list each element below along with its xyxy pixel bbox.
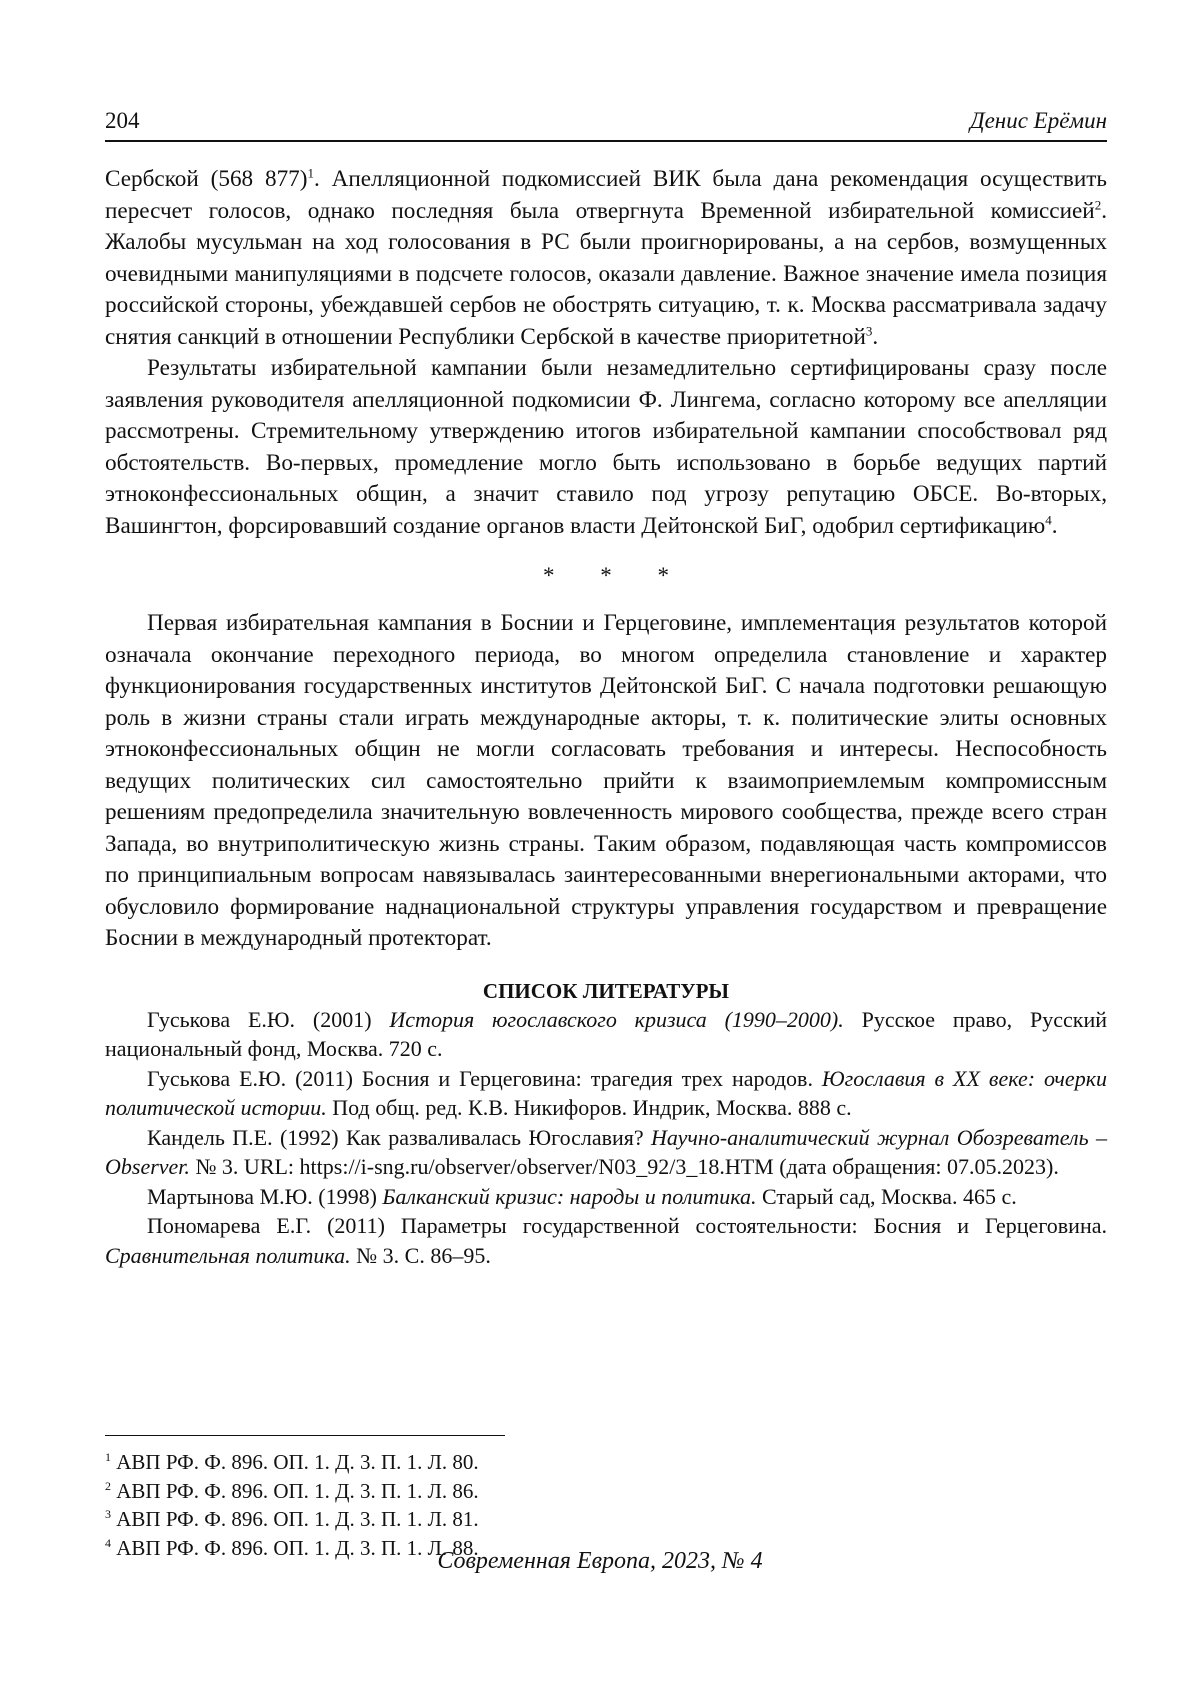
references-title: СПИСОК ЛИТЕРАТУРЫ [482,978,730,1003]
paragraph-2 [105,353,1107,542]
reference-text: Под общ. ред. К.В. Никифоров. Индрик, Москва. 888 с. [326,1095,852,1120]
article-body [105,164,1107,1270]
p1-text-d: . [872,323,879,350]
footnote-number: 1 [105,1450,111,1464]
footnote-text: АВП РФ. Ф. 896. ОП. 1. Д. 3. П. 1. Л. 80. [111,1450,479,1474]
p1-text-c: . Жалобы мусульман на ход голосования в РС были проигнорированы, а на сербов, возмущенных очевидными манипуляциями в подсчете голосов, оказали давление. Важное значение имела позиция российской стороны, убеждавшей сербов не обострять ситуацию, т. к. Москва рассматривала задачу снятия санкций в отношении Республики Сербской в качестве приоритетной [105,197,1107,350]
reference-title: Сравнительная политика. [105,1242,351,1268]
reference-item [105,1123,1107,1182]
footnote-ref-2[interactable]: 2 [1094,196,1102,212]
paragraph-conclusion: Первая избирательная кампания в Боснии и Герцеговине, имплементация результатов которой означала окончание переходного периода, во многом определила становление и характер функционирования государственных институтов Дейтонской БиГ. С начала подготовки решающую роль в жизни страны стали играть международные акторы, т. к. политические элиты основных этноконфессиональных общин не могли согласовать требования и интересы. Неспособность ведущих политических сил самостоятельно прийти к взаимоприемлемым компромиссным решениям предопределила значительную вовлеченность мирового сообщества, прежде всего стран Запада, во внутриполитическую жизнь страны. Таким образом, подавляющая часть компромиссов по принципиальным вопросам навязывалась заинтересованными внерегиональными акторами, что обусловило формирование наднациональной структуры управления государством и превращение Боснии в международный протекторат. [105,610,1107,951]
footnote-2 [105,1477,805,1506]
reference-text: № 3. URL: https://i-sng.ru/observer/observer/N03_92/3_18.HTM (дата обращения: 07.05.2023). [189,1154,1059,1179]
running-header [105,108,1107,142]
footnote-number: 3 [105,1507,111,1521]
reference-title: История югославского кризиса (1990–2000). [389,1006,844,1032]
running-author: Денис Ерёмин [969,108,1107,133]
reference-item [105,1182,1107,1212]
footnote-ref-3[interactable]: 3 [865,322,873,338]
footnote-1 [105,1448,805,1477]
reference-title: Научно-аналитический журнал Обозреватель – Observer. [105,1124,1107,1179]
reference-title: Балканский кризис: народы и политика. [382,1183,757,1209]
reference-text: № 3. С. 86–95. [350,1242,491,1268]
p2-text-a: Результаты избирательной кампании были незамедлительно сертифицированы сразу после заявления руководителя апелляционной подкомисии Ф. Лингема, согласно которому все апелляции рассмотрены. Стремительному утверждению итогов избирательной кампании способствовал ряд обстоятельств. Во-первых, промедление могло быть использовано в борьбе ведущих партий этноконфессиональных общин, а значит ставило под угрозу репутацию ОБСЕ. Во-вторых, Вашингтон, форсировавший создание органов власти Дейтонской БиГ, одобрил сертификацию [105,355,1107,539]
footnote-ref-4[interactable]: 4 [1045,511,1052,527]
reference-text: Мартынова М.Ю. (1998) [147,1183,383,1209]
footnote-text: АВП РФ. Ф. 896. ОП. 1. Д. 3. П. 1. Л. 86. [111,1478,479,1503]
footnote-ref-1[interactable]: 1 [307,165,314,181]
footnote-text: АВП РФ. Ф. 896. ОП. 1. Д. 3. П. 1. Л. 88. [111,1535,479,1560]
reference-text: Старый сад, Москва. 465 с. [756,1183,1017,1209]
reference-item [105,1211,1107,1270]
reference-text: Русское право, Русский национальный фонд, Москва. 720 с. [105,1006,1107,1061]
section-separator: * * * [543,563,689,588]
references-list [105,1005,1107,1271]
reference-item [105,1064,1107,1123]
reference-text: Гуськова Е.Ю. (2011) Босния и Герцеговина: трагедия трех народов. [147,1065,822,1091]
footnote-number: 2 [105,1478,111,1493]
p2-text-b: . [1051,512,1058,539]
p1-text-b: . Апелляционной подкомиссией ВИК была дана рекомендация осуществить пересчет голосов, однако последняя была отвергнута Временной избирательной комиссией [105,166,1107,224]
paragraph-1 [105,164,1107,353]
footnote-text: АВП РФ. Ф. 896. ОП. 1. Д. 3. П. 1. Л. 81. [111,1507,479,1531]
reference-item [105,1005,1107,1064]
reference-text: Пономарева Е.Г. (2011) Параметры государственной состоятельности: Босния и Герцеговина. [147,1213,1107,1238]
reference-text: Гуськова Е.Ю. (2001) [147,1006,390,1032]
footnote-number: 4 [105,1535,111,1550]
footnote-divider [105,1435,505,1436]
footnotes [105,1448,805,1562]
page-number: 204 [105,108,140,133]
reference-text: Кандель П.Е. (1992) Как разваливалась Югославия? [147,1124,652,1150]
footnote-3 [105,1505,805,1534]
journal-footer: Современная Европа, 2023, № 4 [437,1548,763,1574]
p1-text-a: Сербской (568 877) [105,166,308,192]
reference-title: Югославия в XX веке: очерки политической истории. [105,1065,1107,1120]
